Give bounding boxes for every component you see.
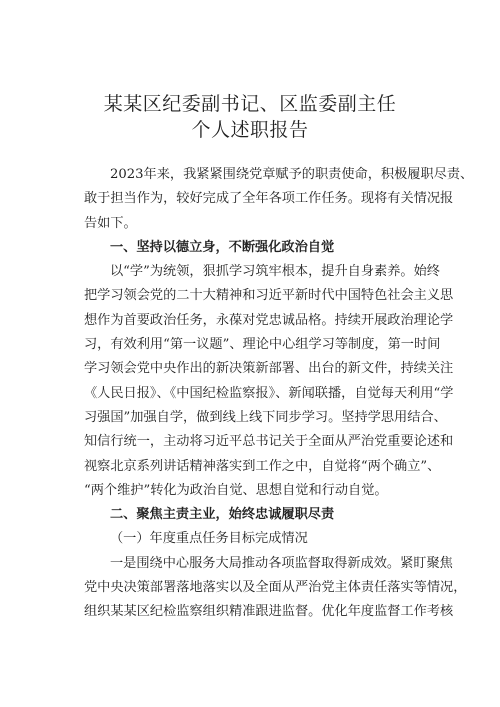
- section-1-line: 《人民日报》、《中国纪检监察报》、新闻联播，自觉每天利用“学: [84, 385, 454, 401]
- section-1-line: 习，有效利用“第一议题”、理论中心组学习等制度，第一时间: [84, 337, 441, 353]
- section-2-line: 组织某某区纪检监察组织精准跟进监督。优化年度监督工作考核: [84, 604, 454, 620]
- section-1-line: 知信行统一，主动将习近平总书记关于全面从严治党重要论述和: [84, 434, 454, 450]
- section-1-heading: 一、坚持以德立身，不断强化政治自觉: [110, 239, 335, 255]
- section-2-subheading: （一）年度重点任务目标完成情况: [110, 531, 308, 547]
- section-2-line: 党中央决策部署落地落实以及全面从严治党主体责任落实等情况，: [84, 580, 467, 596]
- report-title-line-2: 个人述职报告: [191, 119, 309, 141]
- intro-line: 告如下。: [84, 215, 137, 231]
- section-1-line: 把学习领会党的二十大精神和习近平新时代中国特色社会主义思: [84, 288, 454, 304]
- section-1-line: 习强国”加强自学，做到线上线下同步学习。坚持学思用结合、: [84, 409, 447, 425]
- section-1-line: 以“学”为统领，狠抓学习筑牢根本，提升自身素养。始终: [110, 264, 440, 280]
- section-1-line: 想作为首要政治任务，永葆对党忠诚品格。持续开展政治理论学: [84, 312, 454, 328]
- section-1-line: “两个维护”转化为政治自觉、思想自觉和行动自觉。: [84, 482, 388, 498]
- report-title-line-1: 某某区纪委副书记、区监委副主任: [103, 93, 397, 115]
- section-2-line: 一是围绕中心服务大局推动各项监督取得新成效。紧盯聚焦: [110, 555, 453, 571]
- report-body: [84, 163, 474, 625]
- section-1-line: 视察北京系列讲话精神落实到工作之中，自觉将“两个确立”、: [84, 458, 441, 474]
- section-2-heading: 二、聚焦主责主业，始终忠诚履职尽责: [110, 507, 335, 523]
- intro-line: 2023年来，我紧紧围绕党章赋予的职责使命，积极履职尽责、: [110, 167, 474, 182]
- intro-line: 敢于担当作为，较好完成了全年各项工作任务。现将有关情况报: [84, 191, 454, 207]
- section-1-line: 学习领会党中央作出的新决策新部署、出台的新文件，持续关注: [84, 361, 454, 377]
